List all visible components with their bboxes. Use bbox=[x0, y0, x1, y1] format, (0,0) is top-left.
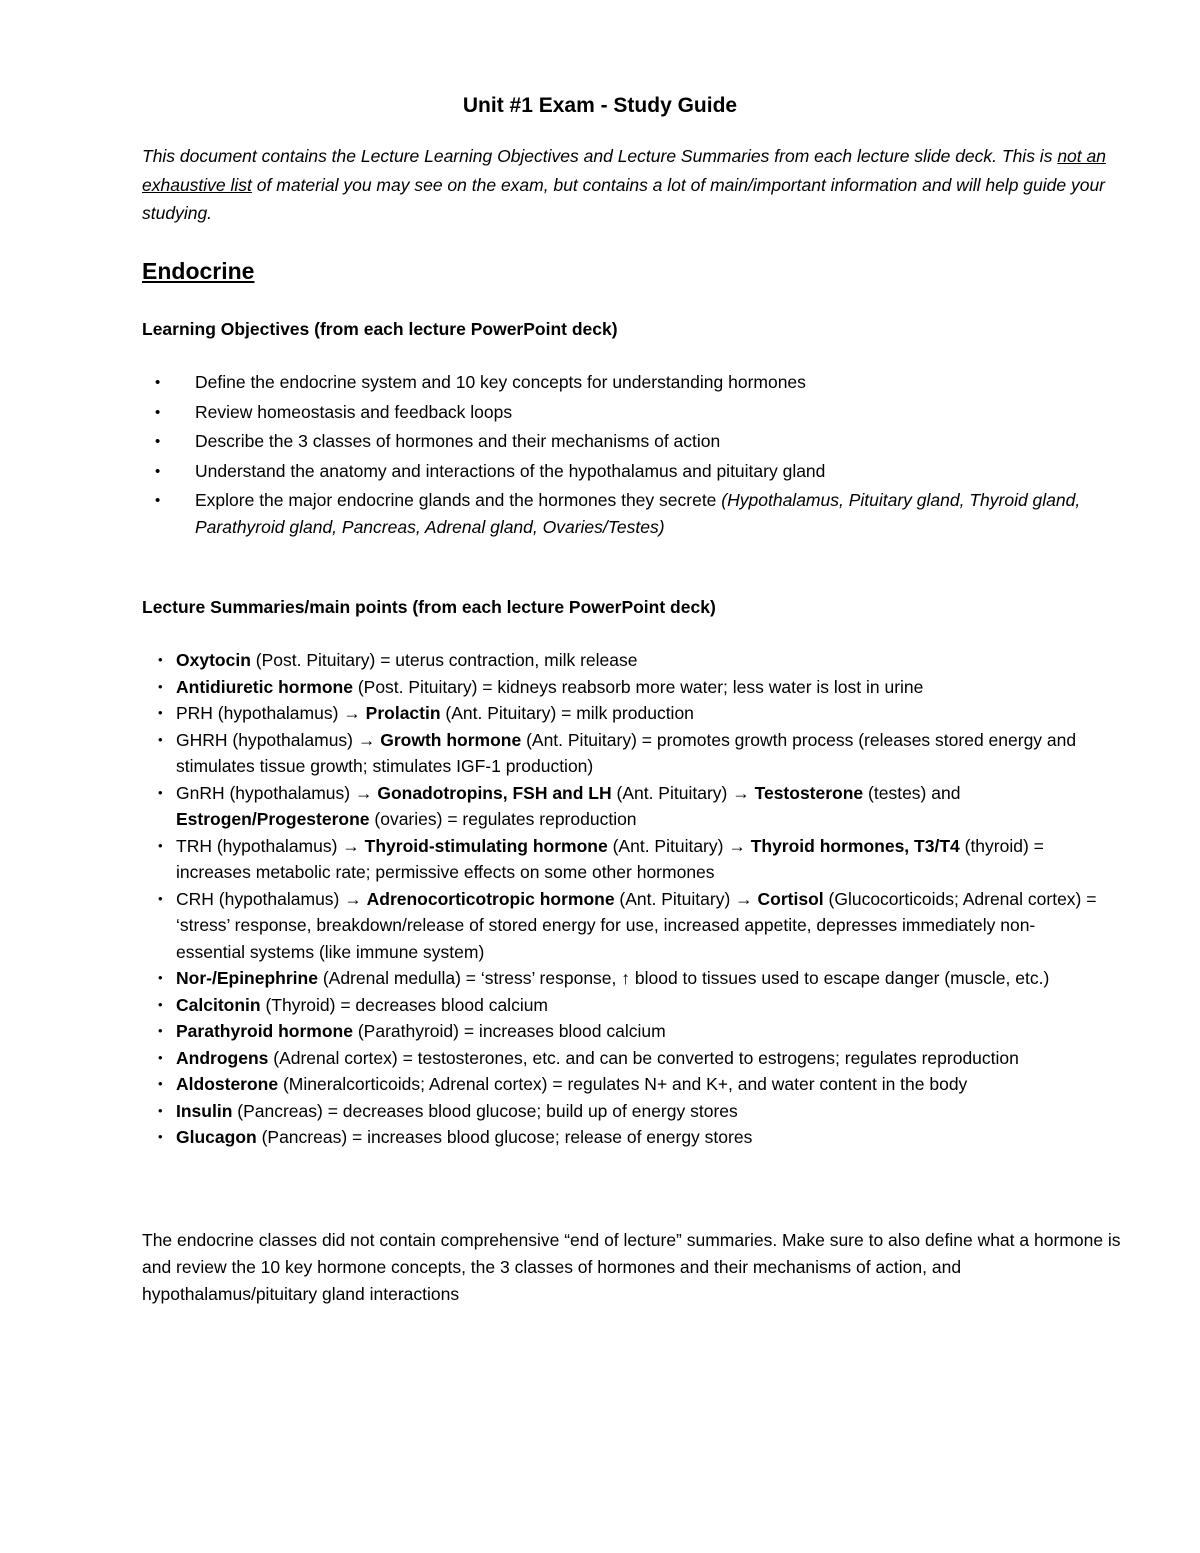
summary-text: (Adrenal cortex) = testosterones, etc. and can be converted to estrogens; regulates reproduction bbox=[268, 1047, 1019, 1068]
list-item bbox=[142, 1071, 1102, 1098]
summary-text: (Post. Pituitary) = kidneys reabsorb more water; less water is lost in urine bbox=[352, 676, 924, 697]
hormone-name: Glucagon bbox=[176, 1127, 257, 1147]
bullet-icon: • bbox=[158, 652, 163, 667]
bullet-icon: • bbox=[158, 731, 163, 747]
summary-text: (Pancreas) = increases blood glucose; release of energy stores bbox=[256, 1127, 753, 1147]
bullet-icon: • bbox=[155, 492, 161, 509]
document-title: Unit #1 Exam - Study Guide bbox=[462, 94, 738, 117]
summary-text: (Parathyroid) = increases blood calcium bbox=[352, 1021, 666, 1041]
bullet-icon: • bbox=[158, 678, 163, 694]
hormone-name: Insulin bbox=[176, 1100, 233, 1121]
summary-text: (Thyroid) = decreases blood calcium bbox=[260, 994, 549, 1015]
summary-text: (Ant. Pituitary) → bbox=[614, 888, 758, 909]
summary-text: (Ant. Pituitary) = milk production bbox=[440, 703, 694, 723]
bullet-icon: • bbox=[158, 1102, 163, 1118]
list-item bbox=[142, 1018, 1102, 1045]
hormone-name: Androgens bbox=[176, 1047, 269, 1068]
hormone-name: Prolactin bbox=[365, 703, 441, 723]
bullet-icon: • bbox=[158, 1129, 163, 1144]
summary-text: (ovaries) = regulates reproduction bbox=[369, 809, 637, 829]
hormone-name: Parathyroid hormone bbox=[176, 1021, 353, 1041]
list-item: • Define the endocrine system and 10 key concepts for understanding hormones bbox=[142, 369, 1102, 396]
bullet-icon: • bbox=[158, 890, 163, 906]
summary-text: blood to tissues used to escape danger (muscle, etc.) bbox=[630, 968, 1050, 988]
closing-paragraph: The endocrine classes did not contain comprehensive “end of lecture” summaries. Make sure to also define what a hormone is and review the 10 key hormone concepts, the 3 classes of hormones and their mechanisms of action, and hypothalamus/pituitary gland interactions bbox=[142, 1230, 1121, 1304]
hormone-name: Testosterone bbox=[754, 782, 864, 803]
bullet-icon: • bbox=[158, 1076, 163, 1091]
list-item bbox=[142, 1045, 1102, 1072]
list-item bbox=[142, 965, 1102, 992]
hormone-name: Thyroid hormones, T3/T4 bbox=[750, 835, 960, 856]
summary-text: (testes) and bbox=[863, 782, 961, 803]
list-item: • Explore the major endocrine glands and the hormones they secrete (Hypothalamus, Pituitary gland, Thyroid gland, Parathyroid gland, Pancreas, Adrenal gland, Ovaries/Testes) bbox=[142, 487, 1102, 541]
summary-text: (Pancreas) = decreases blood glucose; build up of energy stores bbox=[232, 1100, 738, 1121]
list-item bbox=[142, 700, 1102, 727]
summary-text: (Ant. Pituitary) = promotes growth process (releases stored energy and stimulates tissue growth; stimulates IGF-1 production) bbox=[176, 729, 1077, 776]
bullet-icon: • bbox=[158, 1023, 163, 1038]
list-item: • Review homeostasis and feedback loops bbox=[142, 399, 1102, 426]
lecture-summaries-heading: Lecture Summaries/main points (from each lecture PowerPoint deck) bbox=[142, 597, 716, 617]
summary-text: PRH (hypothalamus) → bbox=[176, 703, 366, 723]
hormone-name: Calcitonin bbox=[176, 994, 261, 1015]
bullet-icon: • bbox=[155, 403, 161, 421]
summary-text: (Ant. Pituitary) → bbox=[611, 782, 755, 803]
summary-text: (Mineralcorticoids; Adrenal cortex) = regulates N+ and K+, and water content in the body bbox=[278, 1074, 968, 1094]
hormone-name: Cortisol bbox=[757, 888, 824, 909]
bullet-icon: • bbox=[155, 462, 161, 480]
summary-text: (Glucocorticoids; Adrenal cortex) = ‘stress’ response, breakdown/release of stored energy for use, increased appetite, depresses immediately non-essential systems (like immune system) bbox=[176, 888, 1097, 962]
bullet-icon: • bbox=[155, 374, 161, 391]
bullet-icon: • bbox=[158, 1049, 163, 1065]
hormone-name: ↑ bbox=[621, 968, 631, 988]
list-item bbox=[142, 647, 1102, 674]
bullet-icon: • bbox=[158, 970, 163, 985]
hormone-name: Estrogen/Progesterone bbox=[176, 809, 370, 829]
lecture-summaries-list bbox=[142, 647, 1102, 1151]
summary-text: (Ant. Pituitary) → bbox=[607, 835, 751, 856]
list-item bbox=[142, 727, 1102, 780]
summary-text: (Adrenal medulla) = ‘stress’ response, bbox=[317, 968, 622, 988]
intro-text-2: of material you may see on the exam, but contains a lot of main/important information and will help guide your studying. bbox=[142, 174, 1106, 223]
summary-text: GHRH (hypothalamus) → bbox=[176, 729, 381, 750]
hormone-name: Nor-/Epinephrine bbox=[176, 968, 318, 988]
learning-objectives-list bbox=[142, 369, 1102, 544]
hormone-name: Thyroid-stimulating hormone bbox=[364, 835, 608, 856]
gland-list: (Hypothalamus, Pituitary gland, Thyroid gland, Parathyroid gland, Pancreas, Adrenal gland, Ovaries/Testes) bbox=[195, 490, 1081, 537]
summary-text: TRH (hypothalamus) → bbox=[176, 835, 365, 856]
bullet-icon: • bbox=[158, 784, 163, 800]
hormone-name: Antidiuretic hormone bbox=[176, 676, 353, 697]
section-title-endocrine: Endocrine bbox=[142, 258, 255, 284]
bullet-icon: • bbox=[158, 837, 163, 853]
bullet-icon: • bbox=[155, 433, 161, 450]
hormone-name: Adrenocorticotropic hormone bbox=[366, 888, 615, 909]
hormone-name: Growth hormone bbox=[380, 729, 522, 750]
list-item bbox=[142, 992, 1102, 1019]
list-item: • Understand the anatomy and interactions of the hypothalamus and pituitary gland bbox=[142, 458, 1102, 485]
list-item bbox=[142, 886, 1102, 966]
list-item bbox=[142, 780, 1102, 833]
list-item bbox=[142, 1124, 1102, 1151]
learning-objectives-heading: Learning Objectives (from each lecture PowerPoint deck) bbox=[142, 319, 618, 339]
list-item bbox=[142, 1098, 1102, 1125]
intro-text-1: This document contains the Lecture Learning Objectives and Lecture Summaries from each lecture slide deck. This is bbox=[142, 146, 1058, 166]
intro-paragraph bbox=[142, 142, 1112, 228]
list-item bbox=[142, 833, 1102, 886]
list-item: • Describe the 3 classes of hormones and their mechanisms of action bbox=[142, 428, 1102, 455]
summary-text: CRH (hypothalamus) → bbox=[176, 888, 367, 909]
summary-text: (Post. Pituitary) = uterus contraction, milk release bbox=[250, 650, 638, 670]
summary-text: GnRH (hypothalamus) → bbox=[176, 782, 378, 803]
list-item bbox=[142, 674, 1102, 701]
bullet-icon: • bbox=[158, 996, 163, 1012]
hormone-name: Aldosterone bbox=[176, 1074, 279, 1094]
bullet-icon: • bbox=[158, 705, 163, 720]
intro-underlined-text: not an exhaustive list bbox=[142, 146, 1106, 195]
hormone-name: Gonadotropins, FSH and LH bbox=[377, 782, 612, 803]
hormone-name: Oxytocin bbox=[176, 650, 251, 670]
summary-text: (thyroid) = increases metabolic rate; permissive effects on some other hormones bbox=[176, 835, 1044, 882]
